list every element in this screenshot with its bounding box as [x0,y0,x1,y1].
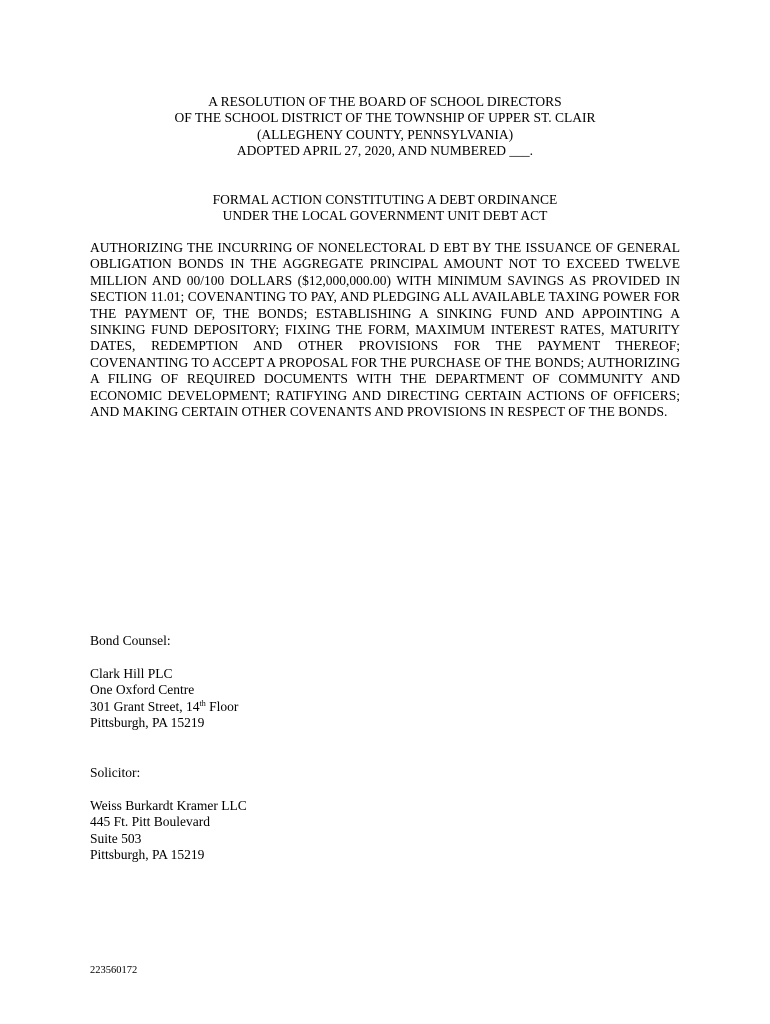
bond-counsel-label: Bond Counsel: [90,633,171,648]
bond-counsel-street [90,699,410,715]
solicitor-name: Weiss Burkardt Kramer LLC [90,797,247,813]
bond-counsel-street-suffix: Floor [205,698,239,714]
resolution-heading [90,94,680,160]
bond-counsel-street-prefix: 301 Grant Street, 14 [90,698,200,714]
resolution-body-text: AUTHORIZING THE INCURRING OF NONELECTORAL D EBT BY THE ISSUANCE OF GENERAL OBLIGATION BONDS IN THE AGGREGATE PRINCIPAL AMOUNT NOT TO EXCEED TWELVE MILLION AND 00/100 DOLLARS ($12,000,000.00) WITH MINIMUM SAVINGS AS PROVIDED IN SECTION 11.01; COVENANTING TO PAY, AND PLEDGING ALL AVAILABLE TAXING POWER FOR THE PAYMENT OF, THE BONDS; ESTABLISHING A SINKING FUND AND APPOINTING A SINKING FUND DEPOSITORY; FIXING THE FORM, MAXIMUM INTEREST RATES, MATURITY DATES, REDEMPTION AND OTHER PROVISIONS FOR THE PAYMENT THEREOF; COVENANTING TO ACCEPT A PROPOSAL FOR THE PURCHASE OF THE BONDS; AUTHORIZING A FILING OF REQUIRED DOCUMENTS WITH THE DEPARTMENT OF COMMUNITY AND ECONOMIC DEVELOPMENT; RATIFYING AND DIRECTING CERTAIN ACTIONS OF OFFICERS; AND MAKING CERTAIN OTHER COVENANTS AND PROVISIONS IN RESPECT OF THE BONDS. [90,240,680,420]
bond-counsel-name: Clark Hill PLC [90,665,173,681]
solicitor-block [90,765,410,863]
resolution-heading-line-4: ADOPTED APRIL 27, 2020, AND NUMBERED ___. [236,143,534,159]
bond-counsel-city: Pittsburgh, PA 15219 [90,715,205,731]
resolution-heading-line-1: A RESOLUTION OF THE BOARD OF SCHOOL DIRECTORS [208,94,562,109]
document-number: 223560172 [90,965,138,976]
resolution-heading-line-3: (ALLEGHENY COUNTY, PENNSYLVANIA) [256,126,514,142]
bond-counsel-block [90,633,410,731]
solicitor-street: 445 Ft. Pitt Boulevard [90,814,211,830]
resolution-heading-line-2: OF THE SCHOOL DISTRICT OF THE TOWNSHIP OF UPPER ST. CLAIR [174,110,596,126]
solicitor-city: Pittsburgh, PA 15219 [90,847,205,863]
action-heading [90,192,680,225]
solicitor-suite: Suite 503 [90,830,142,846]
action-heading-line-2: UNDER THE LOCAL GOVERNMENT UNIT DEBT ACT [222,208,548,224]
solicitor-label: Solicitor: [90,765,141,780]
bond-counsel-street-ordinal: th [199,698,206,708]
bond-counsel-building: One Oxford Centre [90,682,195,698]
action-heading-line-1: FORMAL ACTION CONSTITUTING A DEBT ORDINANCE [212,192,558,207]
